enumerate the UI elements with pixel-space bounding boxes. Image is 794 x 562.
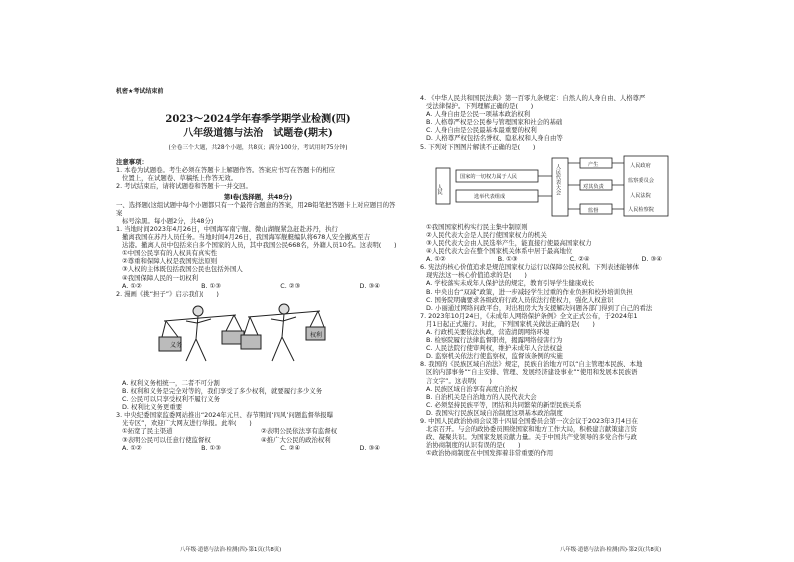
option: ③人权的主体既包括我国公民也包括外国人 (122, 265, 243, 274)
option: C. 国务院明确要求各级政府行政人员依法行使权力，强化人权意识 (426, 295, 614, 304)
question-line: 6. 宪法的核心价值追求是规范国家权力运行以保障公民权利。下列表述能够体 (420, 263, 640, 272)
answer-choice: B. ①③ (201, 443, 221, 452)
question-2 (116, 290, 400, 412)
notes-heading: 注意事项： (116, 158, 148, 167)
question-line: 受法律保护。下列理解正确的是( ) (426, 102, 534, 111)
answer-choice: C. ②③ (280, 281, 301, 290)
option: ②表明公民依法享有监督权 (261, 427, 338, 436)
option: B. 权利和义务是完全对等的，我们享受了多少权利，就要履行多少义务 (122, 386, 323, 395)
option: D. 人格尊严权包括名誉权、隐私权和人身自由等 (426, 134, 563, 143)
question-line: 1. 当地时间2023年4月26日，中国海军南宁舰、微山湖舰紧急赶赴苏丹，执行 (116, 224, 338, 233)
exam-title-line2: 八年级道德与法治 试题卷(期末) (183, 128, 333, 140)
question-line: 7. 2023年10月24日，《未成年人网络保护条例》全文正式公布，于2024年1 (420, 311, 638, 320)
option: ③表明公民可以任意行使监督权 (122, 435, 211, 444)
question-line: 4. 《中华人民共和国民法典》第一百零九条规定：自然人的人身自由、人格尊严 (420, 94, 646, 102)
question-line: 8. 我国的《民族区域自治法》规定，民族自治地方可以“自主管理本民族、本地 (420, 360, 643, 369)
option: A. 行政机关要依法执政，营造清朗网络环境 (426, 327, 550, 336)
option-row (116, 436, 400, 444)
question-7 (420, 312, 682, 361)
option: B. 自治机关是自治地方的人民代表大会 (426, 392, 537, 401)
exam-title-line1: 2023～2024学年春季学期学业检测(四) (165, 114, 351, 126)
question-line: 达港。撤离人员中包括来自多个国家的人员，其中我国公民668名，外籍人员10名。这表明( ) (122, 241, 397, 250)
question-1 (116, 225, 400, 290)
question-line: 言文字”。这表明( ) (426, 376, 492, 385)
option: ①拓宽了民主渠道 (122, 427, 173, 436)
option: ④人民代表大会在整个国家机关体系中居于最高地位 (426, 247, 573, 256)
cartoon-image (156, 301, 326, 373)
option-row (116, 427, 400, 435)
option: A. 学校落实未成年人保护法的规定，教育引导学生健康成长 (426, 279, 595, 288)
diagram-text: 人民代表大会 (555, 163, 561, 195)
question-line: 9. 中国人民政治协商会议第十四届全国委员会第一次会议于2023年3月4日在 (420, 417, 638, 425)
notes-item: 1. 本卷为试题卷。考生必须在答题卡上解题作答。答案应书写在答题卡的相应 (116, 166, 336, 175)
right-page (420, 94, 682, 457)
option: B. 中央出台“双减”政策，进一步减轻学生过重的作业负担和校外培训负担 (426, 287, 633, 296)
secret-mark: 机密★考试结束前 (116, 88, 164, 95)
option: D. 权利比义务更重要 (122, 403, 183, 412)
answer-choice: A. ①② (122, 281, 142, 290)
question-line: 区的内部事务”“自主安排、管理、发展经济建设事业”“使用和发展本民族语 (426, 368, 638, 377)
option: ①我国国家机构实行民主集中制原则 (426, 222, 528, 231)
question-line: 2. 漫画《挑“担子”》启示我们( ) (116, 289, 219, 298)
answer-choice: D. ③④ (641, 255, 662, 264)
option: C. 人身自由是公民最基本最重要的权利 (426, 126, 537, 135)
question-line: 政、凝聚共识。为国家发展贡献力量。关于中国共产党领导的多党合作与政 (426, 433, 637, 442)
question-line: 5. 下列对下图图片解读不正确的是( ) (420, 142, 536, 151)
option: B. 人格尊严权是公民参与管理国家和社会的基础 (426, 118, 563, 127)
question-line: 现宪法这一核心价值追求的是( ) (426, 271, 527, 280)
answer-choice: A. ①② (426, 255, 446, 264)
answer-row (116, 282, 400, 290)
question-5 (420, 143, 682, 264)
option: B. 检察院履行法律监督职责，揭露网络侵害行为 (426, 336, 563, 345)
exam-subtitle: (全卷三个大题，共28个小题，共8页；满分100分，考试用时75分钟) (168, 145, 348, 152)
section-instruction: 标号涂黑。每小题2分，共48分) (122, 216, 214, 225)
answer-choice: D. ③④ (359, 281, 380, 290)
page-footer-right: 八年级·道德与法治·检测(四)·第2页(共8页) (560, 547, 662, 553)
answer-row (420, 255, 682, 263)
answer-choice: B. ①③ (201, 281, 221, 290)
question-line: 光专区”，欢迎广大网友进行举报。此举( ) (122, 419, 252, 428)
diagram-text: 人民检察院 (628, 206, 654, 213)
question-8 (420, 360, 682, 417)
answer-choice: A. ①② (122, 443, 142, 452)
diagram-text: 产生 (588, 161, 599, 168)
option: ④推广大公民的政治权利 (261, 435, 331, 444)
option: C. 公民可以只享受权利不履行义务 (122, 395, 220, 404)
answer-choice: C. ②④ (280, 443, 301, 452)
diagram-text: 国家的一切权力属于人民 (460, 173, 518, 180)
notes-item: 位置上，在试题卷、草稿纸上作答无效。 (122, 174, 238, 183)
diagram-text: 选举代表组成 (474, 193, 506, 200)
cartoon-label: 权利 (310, 331, 323, 339)
option: D. 监察机关依法行使监察权，监督该条例的实施 (426, 352, 563, 361)
option: ③人民代表大会由人民选举产生，能直接行使最高国家权力 (426, 238, 592, 247)
page-footer-left: 八年级·道德与法治·检测(四)·第1页(共8页) (180, 547, 282, 553)
answer-choice: D. ③④ (359, 443, 380, 452)
question-4 (420, 94, 682, 143)
diagram-text: 对其负责 (583, 183, 604, 190)
option: D. 小丽通过网络问政平台，对出租房大为支援解决问题各部门得到了自己的看法 (426, 303, 653, 312)
option: A. 权利义务相统一，二者不可分割 (122, 378, 220, 387)
question-line: 治协商制度的认识有误的是( ) (426, 441, 521, 450)
diagram-text: 监督 (588, 207, 599, 214)
section-instruction: 一、选择题(这组试题中每个小题都只有一个最符合题意的答案，用2B铅笔把答题卡上对应题目的答案 (116, 200, 396, 217)
question-6 (420, 263, 682, 312)
option: A. 人身自由是公民一项基本政治权利 (426, 110, 531, 119)
left-page (116, 88, 400, 452)
question-9 (420, 417, 682, 457)
cartoon-label: 义务 (170, 341, 183, 349)
answer-choice: C. ②④ (569, 255, 590, 264)
question-3 (116, 411, 400, 451)
option: D. 我国实行民族区域自治制度这项基本政治制度 (426, 408, 563, 417)
answer-choice: B. ①③ (497, 255, 518, 264)
diagram-text: 人民 (436, 183, 442, 195)
notes-item: 2. 考试结束后，请将试题卷和答题卡一并交回。 (116, 182, 252, 191)
section-heading: 第Ⅰ卷(选择题，共48分) (223, 192, 293, 201)
question-line: 月1日起正式施行。对此，下列国家机关做法正确的是( ) (426, 319, 595, 328)
diagram-text: 人民政府 (630, 162, 651, 169)
diagram-text: 监察委员会 (628, 177, 654, 184)
question-line: 3. 中央纪委国家监委网站推出“2024年元旦、春节期间‘四风’问题监督举报曝 (116, 411, 334, 420)
question-line: 撤离我国在苏丹人员任务。当地时间4月26日，我国海军舰艇编队将678人安全撤离至吉 (122, 233, 371, 242)
option: ①中国公民享有的人权具有真实性 (122, 249, 218, 258)
option: A. 民族区域自治享有高度自治权 (426, 384, 518, 393)
question-line: 北京召开。与会的政协委员围绕国家和地方工作大局，积极建言献策建言资 (426, 425, 637, 434)
option: ④我国保障人民的一切权利 (122, 273, 199, 282)
option: ①政治协商制度在中国发挥着非常重要的作用 (426, 449, 554, 458)
option: C. 人民法院行使审判权，维护未成年人合法权益 (426, 344, 563, 353)
diagram-text: 人民法院 (630, 192, 651, 199)
option: ②尊重和保障人权是我国宪法原则 (122, 257, 218, 266)
option: C. 必须坚持民族平等，团结和共同繁荣的新型民族关系 (426, 400, 582, 409)
answer-row (116, 444, 400, 452)
option: ②人民代表大会是人民行使国家权力的机关 (426, 230, 547, 239)
state-structure-diagram (434, 154, 670, 218)
